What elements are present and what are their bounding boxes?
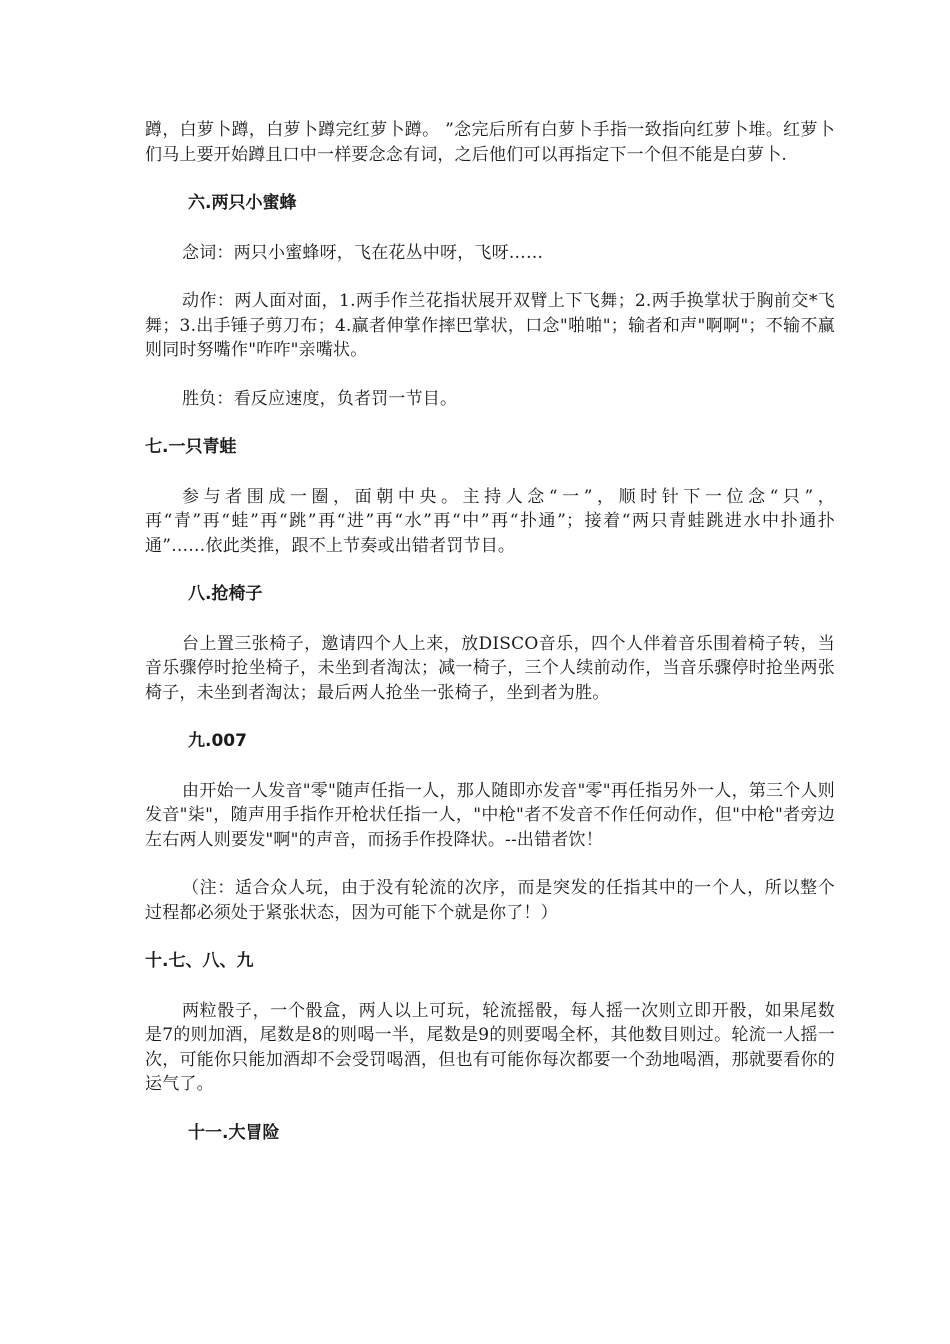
section-heading-two-bees: 六.两只小蜜蜂 [188,193,297,213]
paragraph-bees-actions: 动作：两人面对面，1.两手作兰花指状展开双臂上下飞舞；2.两手换掌状于胸前交*飞舞；3.出手锤子剪刀布；4.赢者伸掌作摔巴掌状，口念"啪啪"；输者和声"啊啊"；不输不赢则同时努嘴作"咋咋"亲嘴状。 [145,291,835,360]
section-heading-musical-chairs: 八.抢椅子 [188,584,263,604]
section-heading-seven-eight-nine: 十.七、八、九 [145,951,254,971]
paragraph-dice-rules: 两粒骰子，一个骰盒，两人以上可玩，轮流摇骰，每人摇一次则立即开骰，如果尾数是7的则加酒，尾数是8的则喝一半，尾数是9的则要喝全杯，其他数目则过。轮流一人摇一次，可能你只能加酒却不会受罚喝酒，但也有可能你每次都要一个劲地喝酒，那就要看你的运气了。 [145,1000,835,1094]
section-heading-007: 九.007 [188,731,247,751]
paragraph-007-note: （注：适合众人玩，由于没有轮流的次序，而是突发的任指其中的一个人，所以整个过程都必须处于紧张状态，因为可能下个就是你了！） [145,878,835,923]
paragraph-frog-rules: 参与者围成一圈，面朝中央。主持人念“一”，顺时针下一位念“只”，再“青”再“蛙”再“跳”再“进”再“水”再“中”再“扑通”；接着“两只青蛙跳进水中扑通扑通”……依此类推，跟不上节奏或出错者罚节目。 [145,486,835,556]
section-heading-one-frog: 七.一只青蛙 [145,437,237,457]
section-heading-adventure: 十一.大冒险 [188,1122,280,1143]
paragraph-radish-game-end: 蹲，白萝卜蹲，白萝卜蹲完红萝卜蹲。 ”念完后所有白萝卜手指一致指向红萝卜堆。红萝卜们马上要开始蹲且口中一样要念念有词，之后他们可以再指定下一个但不能是白萝卜. [145,120,835,165]
paragraph-chairs-rules: 台上置三张椅子，邀请四个人上来，放DISCO音乐，四个人伴着音乐围着椅子转，当音乐骤停时抢坐椅子，未坐到者淘汰；减一椅子，三个人续前动作，当音乐骤停时抢坐两张椅子，未坐到者淘汰；最后两人抢坐一张椅子，坐到者为胜。 [145,633,835,703]
paragraph-007-rules: 由开始一人发音"零"随声任指一人，那人随即亦发音"零"再任指另外一人，第三个人则发音"柒"，随声用手指作开枪状任指一人，"中枪"者不发音不作任何动作，但"中枪"者旁边左右两人则要发"啊"的声音，而扬手作投降状。--出错者饮！ [145,780,835,850]
document-page [145,118,835,1170]
paragraph-bees-chant: 念词：两只小蜜蜂呀，飞在花丛中呀，飞呀…… [182,242,544,263]
paragraph-bees-result: 胜负：看反应速度，负者罚一节目。 [182,388,458,409]
